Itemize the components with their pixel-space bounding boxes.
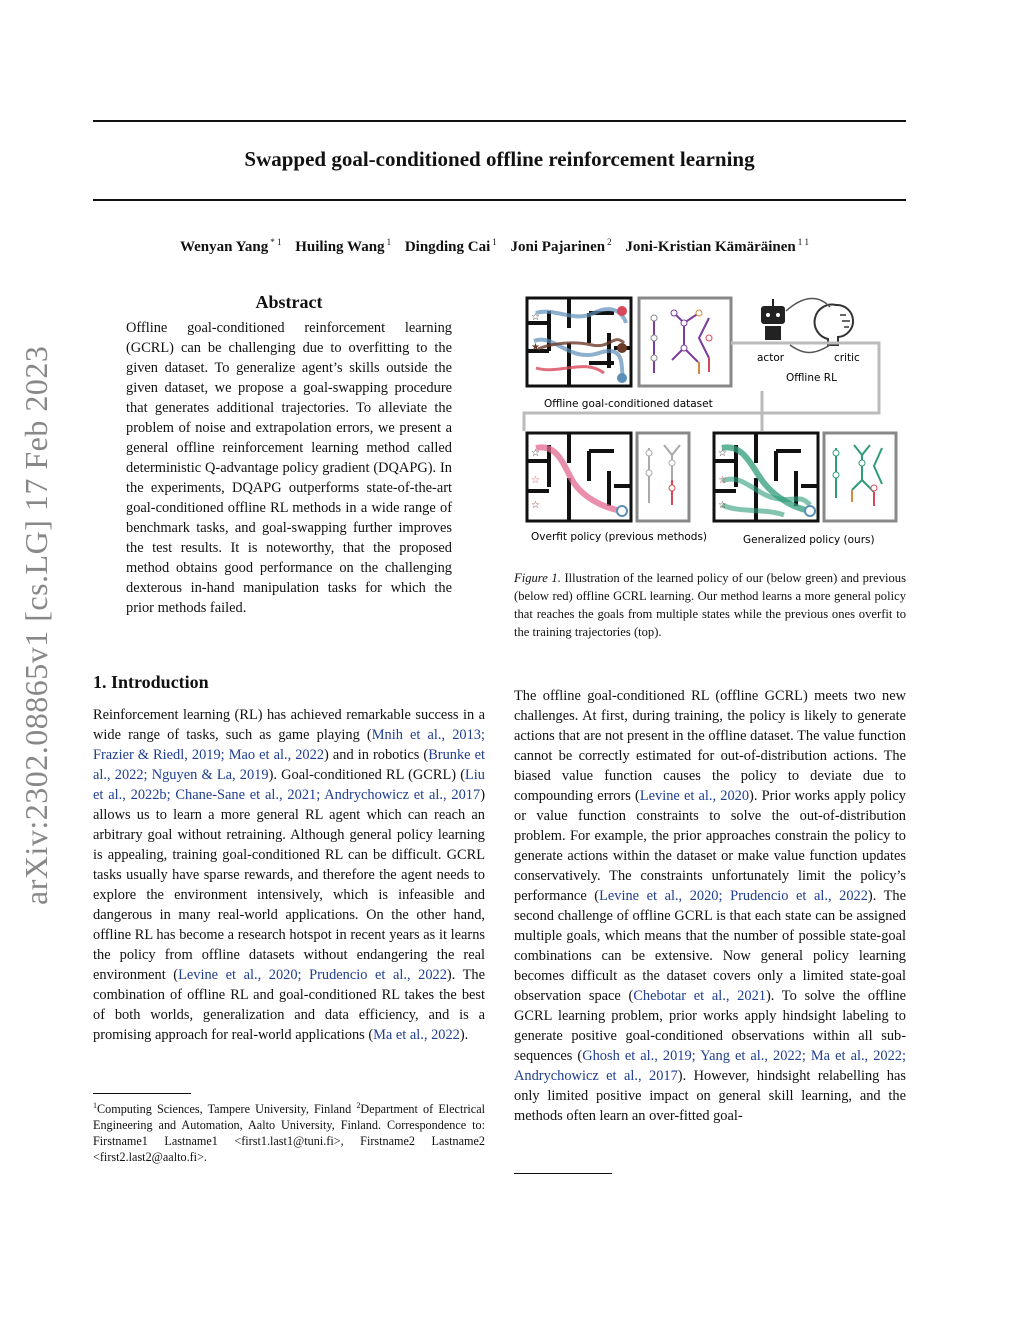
figure-1 [514,293,906,553]
paper-title: Swapped goal-conditioned offline reinforcement learning [244,147,755,171]
citation-link[interactable]: Levine et al., 2020 [639,788,750,804]
citation-link[interactable]: Levine et al., 2020; Prudencio et al., 2022 [599,888,868,904]
section-heading-introduction: 1. Introduction [93,672,209,692]
body-text: ). Prior works apply policy or value function constraints to solve the out-of-distribution problem. For example, the prior approaches constrain the policy to generate actions within the dataset or make value function updates conservatively. The constraints unfortunately limit the policy’s performance ( [514,788,906,904]
author-name: Wenyan Yang [179,239,269,255]
right-column-paragraph [514,686,906,1126]
overfit-graph [637,433,689,521]
dataset-label: Offline goal-conditioned dataset [544,398,713,410]
author-affiliation: 1 [492,237,497,247]
author-name: Dingding Cai [404,239,491,255]
top-rule [93,120,906,122]
author-list [93,237,906,256]
author-affiliation: * 1 [270,237,282,247]
svg-text:★: ★ [531,342,540,353]
body-text: ). The combination of offline RL and goal-conditioned RL takes the best of both worlds, generalization and data efficiency, and is a promising approach for real-world applications ( [93,967,485,1043]
footnote-number: 1 [93,1101,97,1110]
author-name: Joni-Kristian Kämäräinen [625,239,796,255]
author-name: Joni Pajarinen [510,239,606,255]
footnote-text: Department of Electrical Engineering and Automation, Aalto University, Finland. Correspondence to: Firstname1 Lastname1 <first1.last1@tuni.fi>, Firstname2 Lastname2 <first2.last2@aalto.fi>. [93,1102,485,1165]
overfit-maze [527,433,631,521]
citation-link[interactable]: Chebotar et al., 2021 [633,988,766,1004]
svg-text:☆: ☆ [531,500,540,511]
introduction-paragraph [93,705,485,1045]
generalized-label: Generalized policy (ours) [743,534,875,546]
author-name: Huiling Wang [295,239,385,255]
generalized-maze [714,433,818,521]
generalized-graph [824,433,896,521]
figure-caption [514,569,906,641]
citation-link[interactable]: Ma et al., 2022 [373,1027,460,1043]
abstract-heading: Abstract [255,292,323,312]
svg-text:☆: ☆ [531,448,540,459]
actor-icon [761,299,785,340]
body-text: ) allows us to learn a more general RL agent which can reach an arbitrary goal without retraining. Although general policy learning is appealing, training goal-conditioned RL can be difficult. GCRL tasks usually have sparse rewards, and therefore the agent needs to explore the environment intensively, which is infeasible and dangerous in many real-world applications. On the other hand, offline RL has become a research hotspot in recent years as it learns the policy from offline datasets without endangering the real environment ( [93,787,485,983]
author-affiliation: 1 [386,237,392,247]
caption-label: Figure 1. [514,571,561,585]
svg-text:☆: ☆ [531,312,540,323]
citation-link[interactable]: Ghosh et al., 2019; Yang et al., 2022; Ma et al., 2022; Andrychowicz et al., 2017 [514,1048,906,1084]
overfit-label: Overfit policy (previous methods) [531,531,708,543]
svg-text:☆: ☆ [531,475,540,486]
actor-label: actor [757,352,785,364]
body-text: ). [459,1027,469,1043]
body-text: ). The second challenge of offline GCRL is that each state can be assigned multiple goals, which means that the number of possible state-goal combinations can be extensive. Now general policy learning becomes difficult as the dataset covers only a limited state-goal observation space ( [514,888,906,1004]
abstract-text: Offline goal-conditioned reinforcement learning (GCRL) can be challenging due to overfitting to the given dataset. To generalize agent’s skills outside the given dataset, we propose a goal-swapping procedure that generates additional trajectories. To alleviate the problem of noise and extrapolation errors, we present a general offline reinforcement learning method called deterministic Q-advantage policy gradient (DQAPG). In the experiments, DQAPG outperforms state-of-the-art goal-conditioned offline RL methods in a wide range of benchmark tasks, and goal-swapping further improves the test results. It is noteworthy, that the proposed method obtains good performance on the challenging dexterous in-hand manipulation tasks for which the prior methods failed. [126,320,452,616]
citation-link[interactable]: Mnih et al., 2013; Frazier & Riedl, 2019; Mao et al., 2022 [93,727,485,763]
body-text: ). Goal-conditioned RL (GCRL) ( [268,767,466,783]
author-affiliation: 1 1 [797,237,810,247]
footnote [93,1098,485,1165]
citation-link[interactable]: Liu et al., 2022b; Chane-Sane et al., 2021; Andrychowicz et al., 2017 [93,767,485,803]
column-end-rule [514,1173,612,1174]
dataset-graph [639,298,731,386]
title-rule [93,199,906,201]
body-text: ). However, hindsight relabelling has only limited positive impact on general skill learning, and the methods often learn an over-fitted goal- [514,1068,906,1124]
caption-text: Illustration of the learned policy of our (below green) and previous (below red) offline GCRL learning. Our method learns a more general policy that reaches the goals from multiple states while the previous ones overfit to the training trajectories (top). [514,571,907,639]
body-text: ). To solve the offline GCRL learning problem, prior works apply hindsight labeling to generate positive goal-conditioned observations within all sub-sequences ( [514,988,906,1064]
svg-text:☆: ☆ [718,475,727,486]
body-text: ) and in robotics ( [324,747,429,763]
dataset-maze [527,298,631,386]
footnote-text: Computing Sciences, Tampere University, Finland [97,1102,357,1117]
citation-link[interactable]: Brunke et al., 2022; Nguyen & La, 2019 [93,747,485,783]
author-affiliation: 2 [607,237,612,247]
body-text: Reinforcement learning (RL) has achieved remarkable success in a wide range of tasks, such as game playing ( [93,707,485,743]
svg-text:☆: ☆ [718,448,727,459]
critic-label: critic [834,352,860,364]
body-text: The offline goal-conditioned RL (offline GCRL) meets two new challenges. At first, during training, the policy is likely to generate actions that are not present in the offline dataset. The value function cannot be correctly estimated for out-of-distribution actions. The biased value function causes the policy to deviate due to compounding errors ( [514,688,906,804]
critic-icon [815,305,853,345]
footnote-number: 2 [356,1101,361,1110]
arxiv-identifier: arXiv:2302.08865v1 [cs.LG] 17 Feb 2023 [18,345,54,905]
citation-link[interactable]: Levine et al., 2020; Prudencio et al., 2022 [178,967,447,983]
footnote-rule [93,1093,191,1094]
svg-text:☆: ☆ [718,500,727,511]
offline-rl-label: Offline RL [786,372,837,384]
